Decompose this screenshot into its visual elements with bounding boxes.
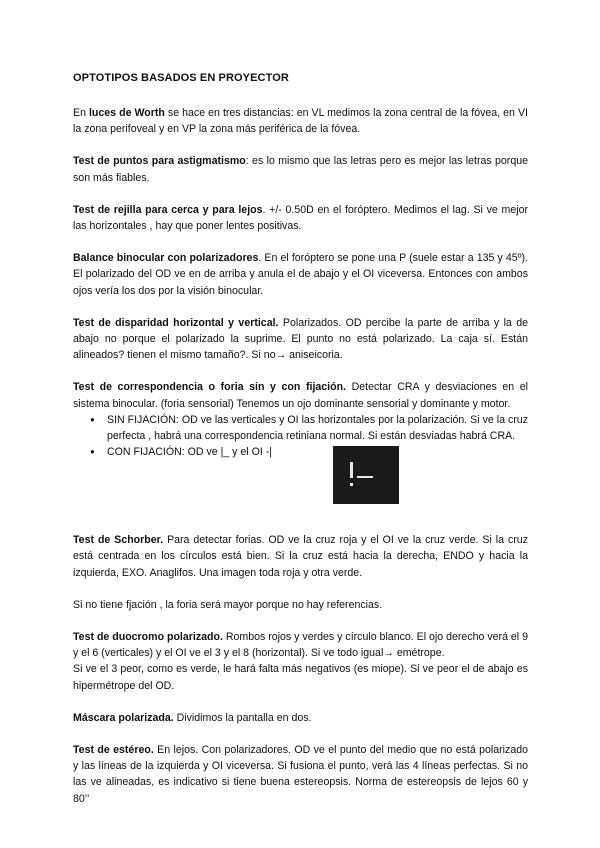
text: . En el foróptero se pone una P (suele estar a 135 y 45º). El polarizado del OD ve en de arriba y anula el de abajo y el OI viceversa. Entonces con ambos ojos vería los dos por la visión binocular. bbox=[73, 252, 528, 297]
paragraph-astigmatismo bbox=[73, 153, 528, 185]
term-bold: Test de Schorber. bbox=[73, 534, 164, 547]
text: En lejos. Con polarizadores. OD ve el punto del medio que no está polarizado y las líneas de la izquierda y OI viceversa. Si fusiona el punto, verá las 4 líneas perfectas. Si no las ve alineadas, es indicativo si tiene buena estereopsis. Norma de estereopsis de lejos 60 y 80’’ bbox=[73, 744, 528, 805]
paragraph-correspondencia bbox=[73, 379, 528, 411]
term-bold: Balance binocular con polarizadores bbox=[73, 252, 259, 265]
paragraph-sin-fijacion-note: Si no tiene fjación , la foria será mayor porque no hay referencias. bbox=[73, 598, 383, 611]
document-body bbox=[73, 70, 528, 823]
list-item: ● SIN FIJACIÓN: OD ve las verticales y OI las horizontales por la polarización. Si ve la cruz perfecta , habrá una correspondencia retiniana normal. Si están desviadas habrá CRA. bbox=[107, 412, 528, 444]
text: Polarizados. OD percibe la parte de arriba y la de abajo no porque el polarizado la suprime. El punto no está polarizado. La caja sí. Están alineados? tienen el mismo tamaño?. Si no→ aniseicoria. bbox=[73, 316, 528, 362]
list-item-text: CON FIJACIÓN: OD ve |_ y el OI -| bbox=[107, 446, 273, 459]
term-bold: Test de estéreo. bbox=[73, 744, 154, 757]
term-bold: Test de disparidad horizontal y vertical. bbox=[73, 316, 279, 329]
term-bold: Test de puntos para astigmatismo bbox=[73, 155, 246, 168]
paragraph-schorber bbox=[73, 532, 528, 581]
paragraph-worth bbox=[73, 105, 528, 137]
page-title: OPTOTIPOS BASADOS EN PROYECTOR bbox=[73, 72, 289, 84]
text: Rombos rojos y verdes y círculo blanco. El ojo derecho verá el 9 y el 6 (verticales) y el OI ve el 3 y el 8 (horizontal). Si ve todo igual→ emétrope. bbox=[73, 631, 528, 660]
list-item bbox=[107, 444, 528, 504]
paragraph-duocromo-2: Si ve el 3 peor, como es verde, le hará falta más negativos (es miope). Si ve peor el de abajo es hipermétrope del OD. bbox=[73, 663, 528, 692]
text: En bbox=[73, 107, 89, 119]
term-bold: Máscara polarizada. bbox=[73, 711, 174, 724]
paragraph-duocromo bbox=[73, 629, 528, 661]
text: . +/- 0.50D en el foróptero. Medimos el lag. Si ve mejor las horizontales , hay que poner lentes positivas. bbox=[73, 203, 528, 233]
bullet-list bbox=[73, 412, 528, 504]
horizontal-line-mark bbox=[357, 476, 373, 478]
text: Detectar CRA y desviaciones en el sistema binocular. (foria sensorial) Tenemos un ojo dominante sensorial y dominante y motor. bbox=[73, 381, 528, 410]
paragraph-rejilla bbox=[73, 202, 528, 234]
paragraph-estereo bbox=[73, 742, 528, 807]
term-bold: Test de correspondencia o foria sin y con fijación. bbox=[73, 381, 346, 394]
center-dot-mark bbox=[350, 483, 353, 486]
text: Para detectar forias. OD ve la cruz roja y el OI ve la cruz verde. Si la cruz está centrada en los círculos está bien. Si la cruz está hacia la derecha, ENDO y hacia la izquierda, EXO. Anaglifos. Una imagen toda roja y otra verde. bbox=[73, 534, 528, 579]
fixation-test-image bbox=[333, 446, 399, 504]
vertical-line-mark bbox=[350, 462, 353, 478]
text: se hace en tres distancias: en VL medimos la zona central de la fóvea, en VI la zona perifoveal y en VP la zona más periférica de la fóvea. bbox=[73, 107, 528, 136]
term-bold: Test de duocromo polarizado. bbox=[73, 631, 223, 644]
paragraph-disparidad bbox=[73, 315, 528, 364]
paragraph-mascara bbox=[73, 710, 528, 726]
text: : es lo mismo que las letras pero es mejor las letras porque son más fiables. bbox=[73, 155, 528, 184]
text: Dividimos la pantalla en dos. bbox=[173, 711, 312, 724]
term-bold: Test de rejilla para cerca y para lejos bbox=[73, 203, 263, 216]
paragraph-balance bbox=[73, 250, 528, 299]
term-bold: luces de Worth bbox=[88, 107, 165, 119]
